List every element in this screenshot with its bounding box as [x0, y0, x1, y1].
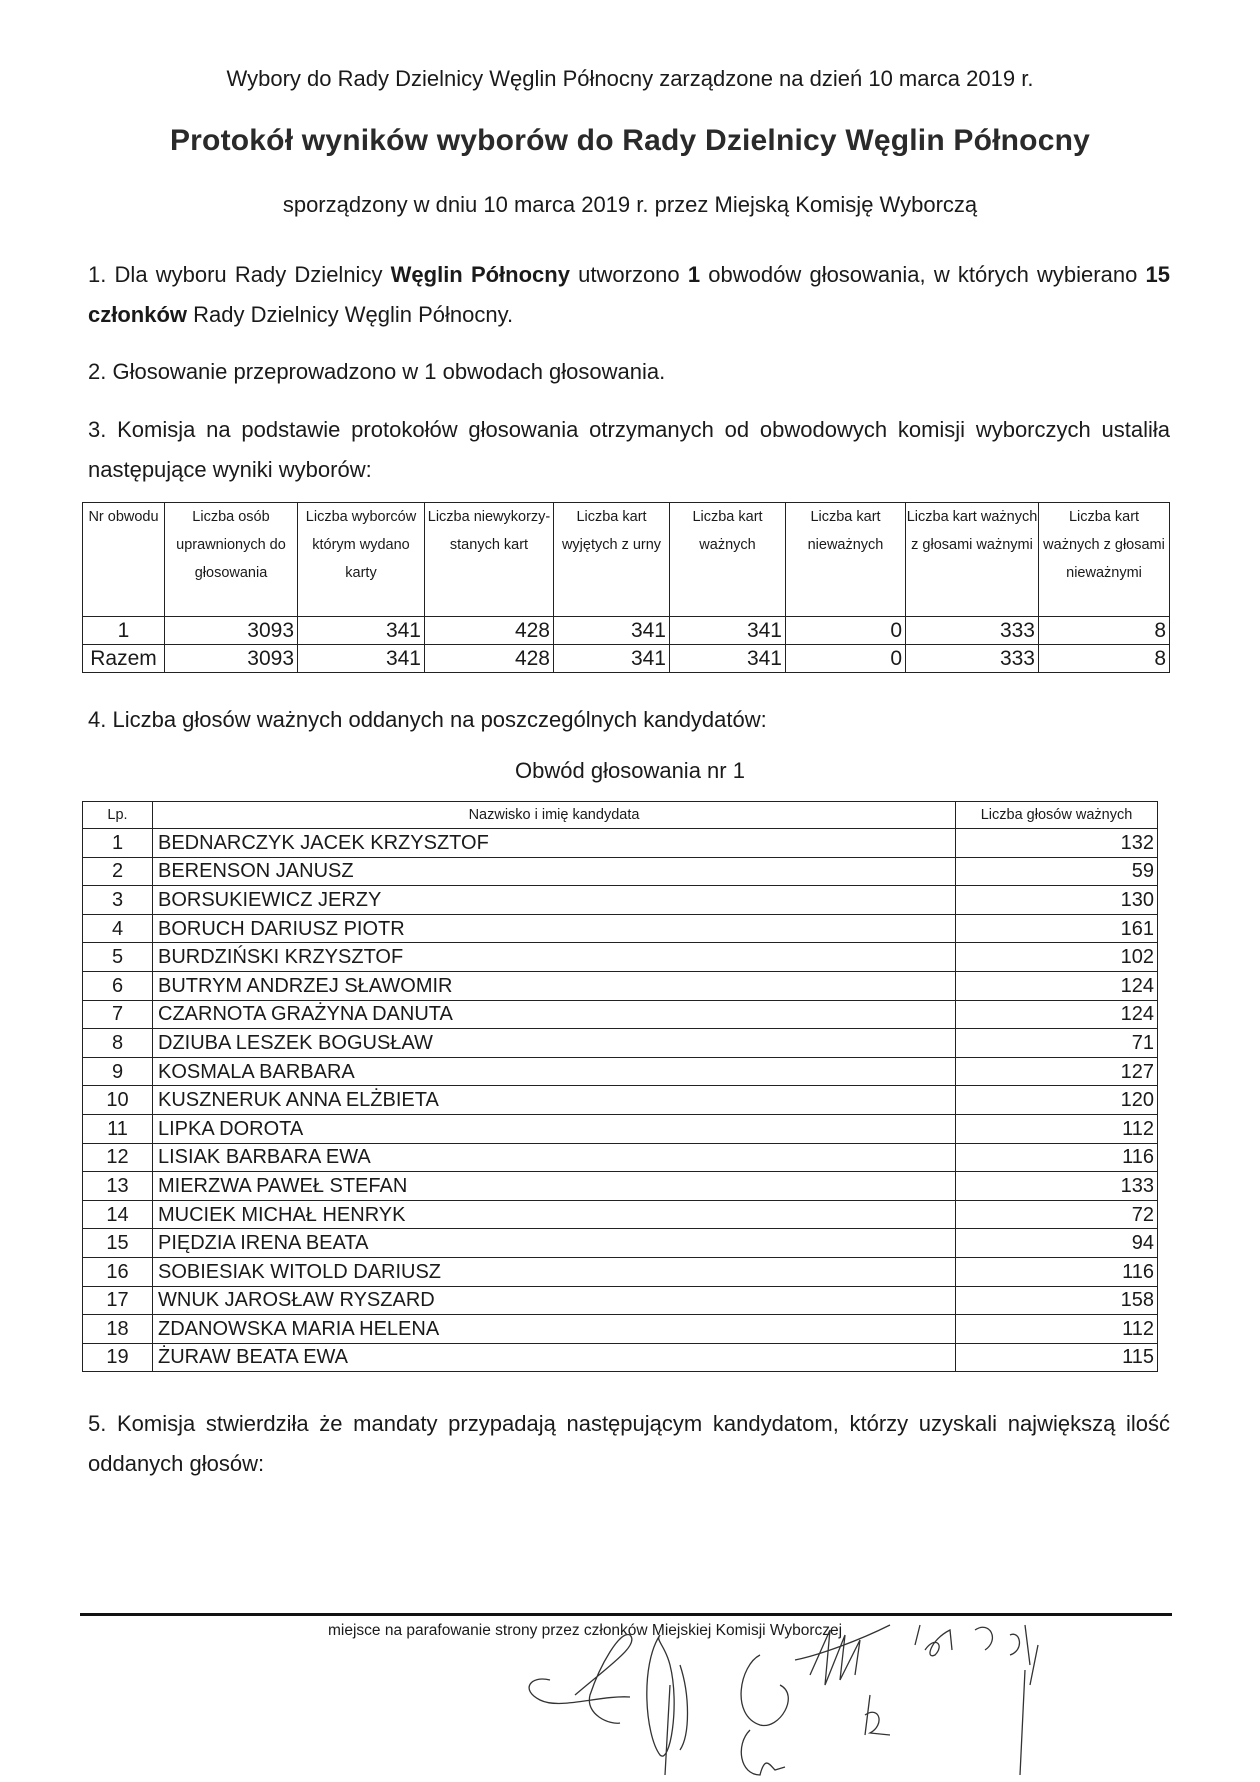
candidate-name: KOSMALA BARBARA [153, 1057, 956, 1086]
signature-4 [795, 1625, 890, 1685]
candidate-votes: 127 [956, 1057, 1158, 1086]
col-header-lp: Lp. [83, 802, 153, 829]
candidate-name: BORUCH DARIUSZ PIOTR [153, 914, 956, 943]
signature-6 [915, 1625, 952, 1656]
signature-5 [865, 1695, 890, 1735]
candidate-name: WNUK JAROSŁAW RYSZARD [153, 1286, 956, 1315]
candidate-name: ZDANOWSKA MARIA HELENA [153, 1315, 956, 1344]
col-header-unused: Liczba niewykorzy-stanych kart [425, 503, 554, 617]
document-title: Protokół wyników wyborów do Rady Dzielnicy Węglin Północny [169, 124, 1091, 157]
candidate-votes: 116 [956, 1143, 1158, 1172]
candidate-name: KUSZNERUK ANNA ELŻBIETA [153, 1086, 956, 1115]
results-row-total [83, 645, 1170, 673]
col-header-valid-votes: Liczba kart ważnych z głosami ważnymi [906, 503, 1039, 617]
cell: 341 [670, 617, 786, 645]
candidate-votes: 59 [956, 857, 1158, 886]
candidate-row [83, 857, 1158, 886]
candidate-row [83, 1343, 1158, 1372]
handwritten-signatures [520, 1605, 1200, 1780]
point-1-text-a: 1. Dla wyboru Rady Dzielnicy [88, 262, 391, 287]
candidate-name: MIERZWA PAWEŁ STEFAN [153, 1172, 956, 1201]
candidate-votes: 115 [956, 1343, 1158, 1372]
cell: 341 [554, 645, 670, 673]
candidate-row [83, 829, 1158, 858]
candidate-name: BURDZIŃSKI KRZYSZTOF [153, 943, 956, 972]
candidate-row [83, 1114, 1158, 1143]
candidate-name: MUCIEK MICHAŁ HENRYK [153, 1200, 956, 1229]
member-count: 15 członków [88, 262, 1170, 327]
results-header-row [83, 503, 1170, 617]
candidate-lp: 2 [83, 857, 153, 886]
cell: 428 [425, 645, 554, 673]
candidate-name: BORSUKIEWICZ JERZY [153, 886, 956, 915]
cell: 0 [786, 645, 906, 673]
candidate-lp: 7 [83, 1000, 153, 1029]
results-table [82, 502, 1170, 673]
col-header-invalid-cards: Liczba kart nieważnych [786, 503, 906, 617]
cell: 8 [1039, 645, 1170, 673]
candidate-lp: 6 [83, 971, 153, 1000]
candidate-lp: 10 [83, 1086, 153, 1115]
cell: 341 [554, 617, 670, 645]
candidate-row [83, 1057, 1158, 1086]
candidate-row [83, 914, 1158, 943]
district-count: 1 [687, 262, 701, 287]
candidate-row [83, 1286, 1158, 1315]
point-4: 4. Liczba głosów ważnych oddanych na poszczególnych kandydatów: [88, 707, 767, 732]
candidate-row [83, 1257, 1158, 1286]
candidate-name: ŻURAW BEATA EWA [153, 1343, 956, 1372]
candidate-row [83, 943, 1158, 972]
candidate-name: BEDNARCZYK JACEK KRZYSZTOF [153, 829, 956, 858]
candidate-votes: 116 [956, 1257, 1158, 1286]
candidate-lp: 11 [83, 1114, 153, 1143]
candidate-lp: 4 [83, 914, 153, 943]
col-header-valid-cards: Liczba kart ważnych [670, 503, 786, 617]
point-1-text-c: utworzono [569, 262, 688, 287]
candidate-lp: 1 [83, 829, 153, 858]
candidate-name: DZIUBA LESZEK BOGUSŁAW [153, 1029, 956, 1058]
candidate-lp: 3 [83, 886, 153, 915]
candidate-lp: 17 [83, 1286, 153, 1315]
candidate-votes: 120 [956, 1086, 1158, 1115]
point-1 [88, 255, 1170, 335]
candidate-name: CZARNOTA GRAŻYNA DANUTA [153, 1000, 956, 1029]
candidate-lp: 13 [83, 1172, 153, 1201]
candidate-votes: 112 [956, 1315, 1158, 1344]
point-1-text-g: Rady Dzielnicy Węglin Północny. [187, 302, 514, 327]
candidate-lp: 8 [83, 1029, 153, 1058]
candidates-header-row [83, 802, 1158, 829]
results-row-district-1 [83, 617, 1170, 645]
candidate-row [83, 1315, 1158, 1344]
district-name: Węglin Północny [390, 262, 570, 287]
col-header-invalid-votes: Liczba kart ważnych z głosami nieważnymi [1039, 503, 1170, 617]
point-3: 3. Komisja na podstawie protokołów głosowania otrzymanych od obwodowych komisji wyborczych ustaliła następujące wyniki wyborów: [88, 417, 1170, 482]
candidate-votes: 71 [956, 1029, 1158, 1058]
signature-7 [975, 1625, 1038, 1775]
candidate-name: LIPKA DOROTA [153, 1114, 956, 1143]
point-2: 2. Głosowanie przeprowadzono w 1 obwodach głosowania. [88, 359, 666, 384]
candidate-lp: 18 [83, 1315, 153, 1344]
candidate-votes: 94 [956, 1229, 1158, 1258]
cell: 333 [906, 617, 1039, 645]
candidate-lp: 15 [83, 1229, 153, 1258]
cell: 341 [670, 645, 786, 673]
candidate-votes: 158 [956, 1286, 1158, 1315]
candidate-name: LISIAK BARBARA EWA [153, 1143, 956, 1172]
candidate-lp: 5 [83, 943, 153, 972]
candidate-votes: 124 [956, 971, 1158, 1000]
point-1-text-e: obwodów głosowania, w których wybierano [700, 262, 1146, 287]
cell: 0 [786, 617, 906, 645]
candidate-name: BUTRYM ANDRZEJ SŁAWOMIR [153, 971, 956, 1000]
signature-1 [529, 1635, 632, 1724]
cell: 1 [83, 617, 165, 645]
cell: 3093 [165, 645, 298, 673]
col-header-district-no: Nr obwodu [83, 503, 165, 617]
candidate-votes: 124 [956, 1000, 1158, 1029]
candidate-votes: 112 [956, 1114, 1158, 1143]
cell: 341 [298, 617, 425, 645]
signature-2 [647, 1635, 688, 1775]
candidate-row [83, 1086, 1158, 1115]
candidate-name: PIĘDZIA IRENA BEATA [153, 1229, 956, 1258]
cell: 8 [1039, 617, 1170, 645]
candidate-votes: 161 [956, 914, 1158, 943]
cell: 333 [906, 645, 1039, 673]
col-header-votes: Liczba głosów ważnych [956, 802, 1158, 829]
cell: 341 [298, 645, 425, 673]
document-subtitle: sporządzony w dniu 10 marca 2019 r. przez Miejską Komisję Wyborczą [282, 192, 978, 217]
candidate-row [83, 1000, 1158, 1029]
cell: 428 [425, 617, 554, 645]
candidate-votes: 130 [956, 886, 1158, 915]
candidate-votes: 132 [956, 829, 1158, 858]
col-header-ballots-issued: Liczba wyborców którym wydano karty [298, 503, 425, 617]
candidate-votes: 102 [956, 943, 1158, 972]
candidate-lp: 9 [83, 1057, 153, 1086]
candidate-row [83, 1172, 1158, 1201]
candidate-row [83, 886, 1158, 915]
point-5: 5. Komisja stwierdziła że mandaty przypadają następującym kandydatom, którzy uzyskali największą ilość oddanych głosów: [88, 1411, 1170, 1476]
candidate-votes: 133 [956, 1172, 1158, 1201]
election-header-line: Wybory do Rady Dzielnicy Węglin Północny zarządzone na dzień 10 marca 2019 r. [226, 66, 1034, 91]
candidate-row [83, 1200, 1158, 1229]
signature-3 [741, 1655, 788, 1775]
candidate-lp: 16 [83, 1257, 153, 1286]
cell: Razem [83, 645, 165, 673]
district-section-title: Obwód głosowania nr 1 [515, 758, 745, 783]
candidate-votes: 72 [956, 1200, 1158, 1229]
candidate-row [83, 1229, 1158, 1258]
candidate-row [83, 1029, 1158, 1058]
cell: 3093 [165, 617, 298, 645]
candidates-table [82, 801, 1158, 1372]
col-header-taken-from-urn: Liczba kart wyjętych z urny [554, 503, 670, 617]
candidate-lp: 19 [83, 1343, 153, 1372]
candidate-row [83, 1143, 1158, 1172]
initials-caption: miejsce na parafowanie strony przez członków Miejskiej Komisji Wyborczej [328, 1622, 843, 1639]
col-header-eligible: Liczba osób uprawnionych do głosowania [165, 503, 298, 617]
candidate-lp: 14 [83, 1200, 153, 1229]
col-header-name: Nazwisko i imię kandydata [153, 802, 956, 829]
candidate-row [83, 971, 1158, 1000]
candidate-lp: 12 [83, 1143, 153, 1172]
candidate-name: BERENSON JANUSZ [153, 857, 956, 886]
candidate-name: SOBIESIAK WITOLD DARIUSZ [153, 1257, 956, 1286]
